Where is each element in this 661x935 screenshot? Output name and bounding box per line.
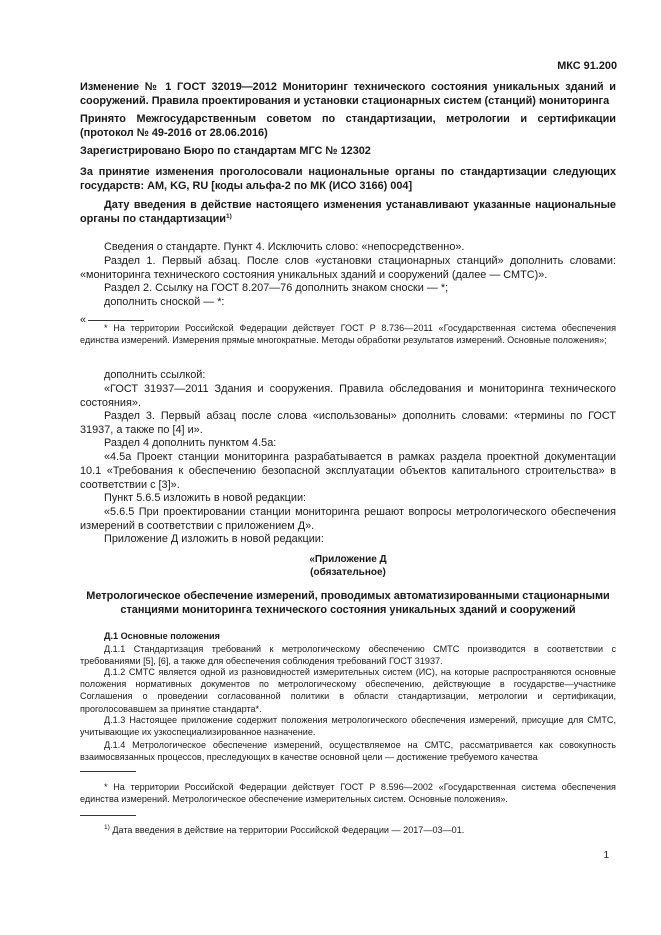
adopted-by: Принято Межгосударственным советом по стандартизации, метрологии и сертификации (протокол № 49-2016 от 28.06.2016) — [80, 113, 616, 139]
footnote-date — [104, 824, 616, 836]
change-item: Приложение Д изложить в новой редакции: — [104, 533, 324, 545]
effective-note-mark: 1) — [226, 213, 232, 220]
header-code: МКС 91.200 — [557, 60, 617, 72]
appendix-status: (обязательное) — [310, 567, 386, 578]
change-item: «4.5а Проект станции мониторинга разрабатывается в рамках раздела проектной документации 10.1 «Требования к обеспечению безопасной эксплуатации объектов капитального строительства» в соответствии с [3]». — [80, 451, 616, 491]
effective-date-text: Дату введения в действие настоящего изменения устанавливают указанные национальные органы по стандартизации — [80, 199, 616, 225]
appendix-section-heading: Д.1 Основные положения — [104, 631, 220, 641]
appendix-paragraph: Д.1.1 Стандартизация требований к метрологическому обеспечению СМТС производится в соответствии с требованиями [5], [6], а также для обеспечения соблюдения требований ГОСТ 31937. — [80, 644, 616, 667]
change-item: Раздел 2. Ссылку на ГОСТ 8.207—76 дополнить знаком сноски — *; — [104, 282, 449, 294]
footnote-rule — [80, 771, 136, 772]
appendix-paragraph: Д.1.4 Метрологическое обеспечение измерений, осуществляемое на СМТС, рассматривается как совокупность взаимосвязанных процессов, преследующих в качестве основной цели — достижение требуемого качества — [80, 740, 616, 763]
change-item: Раздел 1. Первый абзац. После слов «установки стационарных станций» дополнить словами: «мониторинга технического состояния уникальных зданий и сооружений (далее — СМТС)». — [80, 255, 616, 281]
footnote-star: * На территории Российской Федерации действует ГОСТ Р 8.596—2002 «Государственная система обеспечения единства измерений. Метрологическое обеспечение измерительных систем. Основные положения». — [80, 782, 616, 805]
appendix-label: «Приложение Д — [309, 554, 387, 565]
footnote-rule-2 — [80, 815, 136, 816]
footnote1-text: Дата введения в действие на территории Российской Федерации — 2017—03—01. — [112, 825, 465, 835]
inline-footnote: * На территории Российской Федерации действует ГОСТ Р 8.736—2011 «Государственная система обеспечения единства измерений. Измерения прямые многократные. Методы обработки результатов измерений. Основные положения»; — [80, 323, 616, 346]
effective-date-note — [80, 198, 616, 226]
page-number: 1 — [603, 850, 609, 861]
amendment-title: Изменение № 1 ГОСТ 32019—2012 Мониторинг технического состояния уникальных зданий и сооружений. Правила проектирования и установки стационарных систем (станций) мониторинга — [80, 81, 616, 107]
footnote1-mark: 1) — [104, 824, 110, 831]
change-item: Раздел 4 дополнить пунктом 4.5а: — [104, 437, 277, 449]
inline-footnote-rule — [88, 320, 144, 321]
change-item: Раздел 3. Первый абзац после слова «использованы» дополнить словами: «термины по ГОСТ 31937, а также по [4] и». — [80, 410, 616, 436]
change-item: Пункт 5.6.5 изложить в новой редакции: — [104, 492, 307, 504]
inline-quote-mark: « — [80, 314, 87, 326]
change-item: «5.6.5 При проектировании станции мониторинга решают вопросы метрологического обеспечения измерений в соответствии с приложением Д». — [80, 506, 616, 532]
appendix-paragraph: Д.1.3 Настоящее приложение содержит положения метрологического обеспечения измерений, присущие для СМТС, учитывающие их узкоспециализированное назначение. — [80, 715, 616, 738]
change-item: Сведения о стандарте. Пункт 4. Исключить слово: «непосредственно». — [104, 241, 465, 253]
appendix-paragraph: Д.1.2 СМТС является одной из разновидностей измерительных систем (ИС), на которые распространяются основные положения нормативных документов по метрологическому обеспечению, действующие в государстве—участнике Соглашения о проведении согласованной политики в области стандартизации, метрологии и сертификации, проголосовавшем за принятие стандарта*. — [80, 667, 616, 714]
change-item: дополнить сноской — *: — [104, 296, 225, 308]
voted-note: За принятие изменения проголосовали национальные органы по стандартизации следующих государств: AM, KG, RU [коды альфа-2 по МК (ИСО 3166) 004] — [80, 166, 616, 192]
appendix-title: Метрологическое обеспечение измерений, проводимых автоматизированными стационарными станциями мониторинга технического состояния уникальных зданий и сооружений — [86, 590, 610, 616]
change-item: «ГОСТ 31937—2011 Здания и сооружения. Правила обследования и мониторинга технического состояния». — [80, 383, 616, 409]
registered-note: Зарегистрировано Бюро по стандартам МГС № 12302 — [80, 145, 371, 157]
change-item: дополнить ссылкой: — [104, 369, 206, 381]
